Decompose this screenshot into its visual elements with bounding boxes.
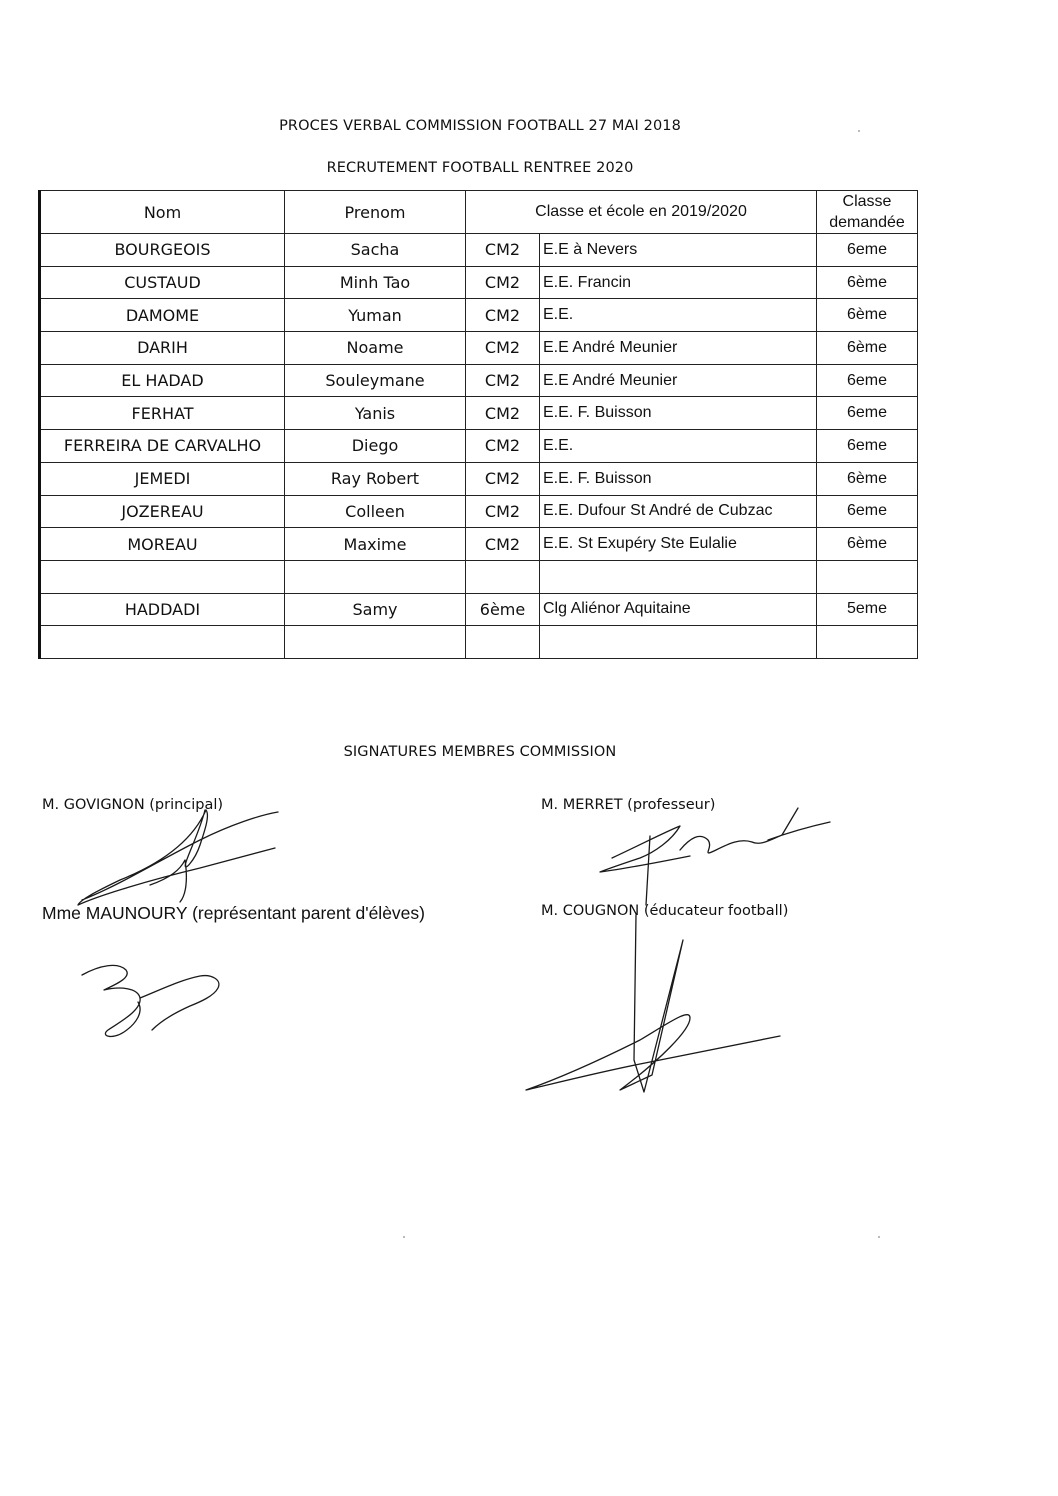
cell-nom: FERREIRA DE CARVALHO: [40, 430, 285, 463]
cell-nom: FERHAT: [40, 397, 285, 430]
header-classe-ecole: Classe et école en 2019/2020: [466, 191, 817, 234]
table-row: [40, 364, 918, 397]
cell-classe-demandee: 6ème: [817, 462, 918, 495]
cell-classe: CM2: [466, 332, 540, 365]
cell-prenom: [285, 560, 466, 593]
cell-prenom: Colleen: [285, 495, 466, 528]
header-classe-demandee-line1: Classe: [842, 193, 892, 210]
table-row: [40, 234, 918, 267]
cell-classe-demandee: 6ème: [817, 332, 918, 365]
scan-speck: [858, 130, 860, 132]
cell-classe: [466, 560, 540, 593]
cell-classe-demandee: 6eme: [817, 364, 918, 397]
cell-prenom: Yanis: [285, 397, 466, 430]
cell-ecole: E.E. St Exupéry Ste Eulalie: [540, 528, 817, 561]
header-classe-demandee-line2: demandée: [829, 214, 905, 231]
cell-ecole: Clg Aliénor Aquitaine: [540, 593, 817, 626]
table-row: [40, 332, 918, 365]
cell-ecole: E.E. F. Buisson: [540, 462, 817, 495]
signature-maunoury: [82, 965, 219, 1036]
cell-classe-demandee: 6ème: [817, 528, 918, 561]
cell-classe-demandee: 5eme: [817, 593, 918, 626]
cell-prenom: [285, 626, 466, 659]
table-row: [40, 462, 918, 495]
table-row: [40, 430, 918, 463]
cell-nom: BOURGEOIS: [40, 234, 285, 267]
cell-nom: HADDADI: [40, 593, 285, 626]
cell-classe: CM2: [466, 528, 540, 561]
cell-ecole: [540, 626, 817, 659]
table-row-empty: [40, 560, 918, 593]
recruitment-table: [38, 190, 918, 659]
cell-prenom: Souleymane: [285, 364, 466, 397]
cell-nom: JEMEDI: [40, 462, 285, 495]
cell-ecole: [540, 560, 817, 593]
cell-classe-demandee: 6eme: [817, 495, 918, 528]
cell-classe-demandee: 6eme: [817, 430, 918, 463]
signature-merret: [600, 808, 830, 905]
cell-nom: EL HADAD: [40, 364, 285, 397]
cell-ecole: E.E.: [540, 430, 817, 463]
signatory-govignon: M. GOVIGNON (principal): [42, 797, 224, 813]
signatory-maunoury: Mme MAUNOURY (représentant parent d'élèves): [42, 903, 425, 923]
cell-nom: [40, 560, 285, 593]
cell-ecole: E.E André Meunier: [540, 364, 817, 397]
document-subtitle: RECRUTEMENT FOOTBALL RENTREE 2020: [326, 160, 634, 176]
signatory-merret: M. MERRET (professeur): [541, 797, 716, 813]
table-row: [40, 299, 918, 332]
cell-prenom: Yuman: [285, 299, 466, 332]
table-row: [40, 495, 918, 528]
signature-cougnon: [526, 915, 780, 1092]
cell-classe: [466, 626, 540, 659]
cell-classe-demandee: 6ème: [817, 266, 918, 299]
signature-govignon: [78, 810, 278, 905]
cell-classe: CM2: [466, 266, 540, 299]
cell-classe: CM2: [466, 495, 540, 528]
header-prenom: Prenom: [285, 191, 466, 234]
table-row: [40, 593, 918, 626]
cell-classe: CM2: [466, 397, 540, 430]
cell-prenom: Diego: [285, 430, 466, 463]
header-nom: Nom: [40, 191, 285, 234]
scan-speck: [403, 1236, 405, 1238]
cell-classe-demandee: [817, 626, 918, 659]
cell-prenom: Noame: [285, 332, 466, 365]
table-row: [40, 397, 918, 430]
table-row: [40, 528, 918, 561]
table-header-row: [40, 191, 918, 234]
cell-classe-demandee: 6ème: [817, 299, 918, 332]
cell-ecole: E.E à Nevers: [540, 234, 817, 267]
cell-classe-demandee: [817, 560, 918, 593]
cell-prenom: Samy: [285, 593, 466, 626]
table-row: [40, 266, 918, 299]
cell-classe: CM2: [466, 234, 540, 267]
cell-classe: CM2: [466, 462, 540, 495]
cell-nom: DARIH: [40, 332, 285, 365]
scan-speck: [878, 1236, 880, 1238]
cell-classe: CM2: [466, 430, 540, 463]
cell-ecole: E.E André Meunier: [540, 332, 817, 365]
signatory-cougnon: M. COUGNON (éducateur football): [541, 903, 789, 919]
cell-ecole: E.E. F. Buisson: [540, 397, 817, 430]
cell-prenom: Ray Robert: [285, 462, 466, 495]
cell-ecole: E.E. Francin: [540, 266, 817, 299]
table-row-empty: [40, 626, 918, 659]
cell-classe: CM2: [466, 299, 540, 332]
cell-prenom: Minh Tao: [285, 266, 466, 299]
cell-nom: JOZEREAU: [40, 495, 285, 528]
signatures-heading: SIGNATURES MEMBRES COMMISSION: [343, 744, 617, 760]
cell-nom: CUSTAUD: [40, 266, 285, 299]
cell-prenom: Sacha: [285, 234, 466, 267]
cell-classe-demandee: 6eme: [817, 397, 918, 430]
cell-nom: [40, 626, 285, 659]
cell-classe: CM2: [466, 364, 540, 397]
cell-classe: 6ème: [466, 593, 540, 626]
cell-classe-demandee: 6eme: [817, 234, 918, 267]
header-classe-demandee: [817, 191, 918, 234]
cell-ecole: E.E.: [540, 299, 817, 332]
cell-prenom: Maxime: [285, 528, 466, 561]
document-title: PROCES VERBAL COMMISSION FOOTBALL 27 MAI 2018: [279, 118, 681, 134]
cell-nom: MOREAU: [40, 528, 285, 561]
cell-ecole: E.E. Dufour St André de Cubzac: [540, 495, 817, 528]
cell-nom: DAMOME: [40, 299, 285, 332]
